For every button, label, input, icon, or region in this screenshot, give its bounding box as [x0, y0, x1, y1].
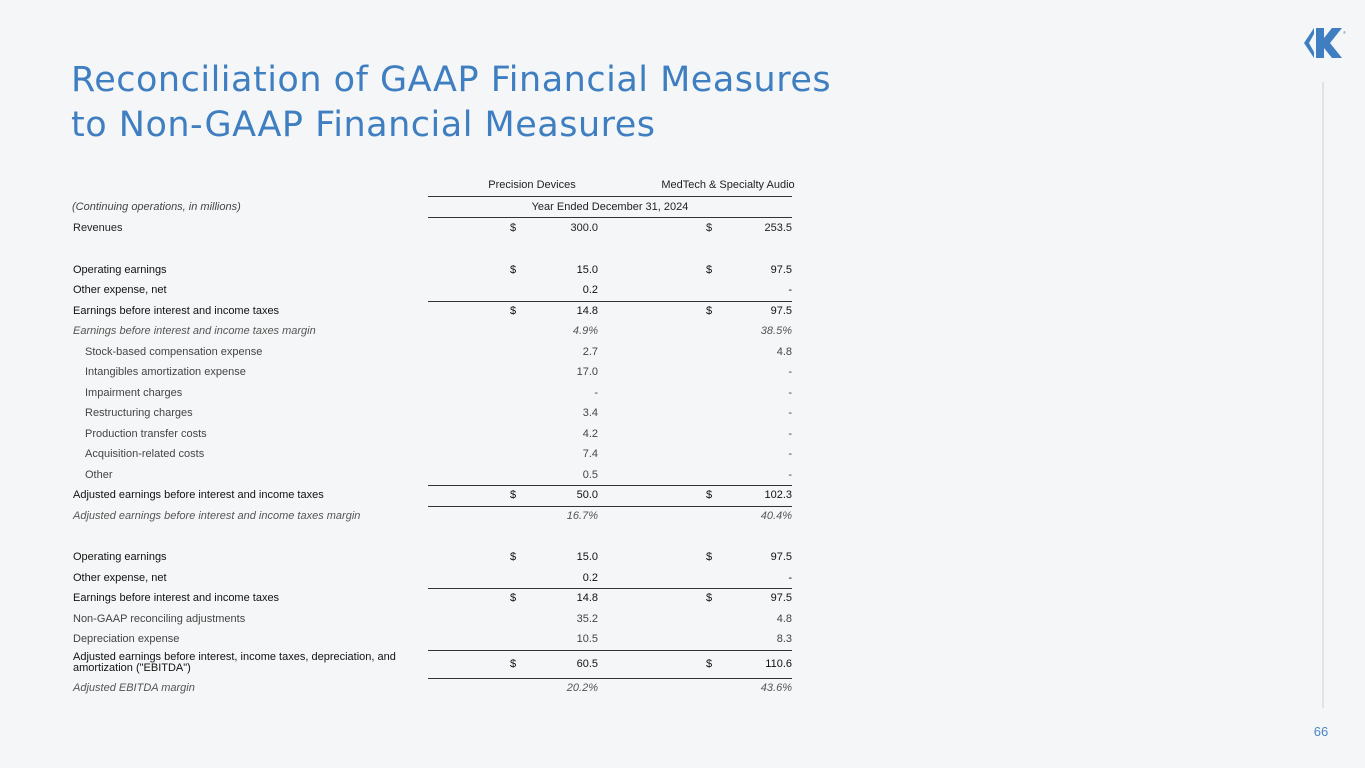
table-row — [70, 629, 795, 650]
column-headers — [70, 176, 795, 196]
row-label: Adjusted earnings before interest and income taxes — [73, 489, 324, 501]
medtech-value: 43.6% — [760, 681, 792, 694]
medtech-value: 97.5 — [770, 592, 792, 604]
svg-text:®: ® — [1343, 30, 1346, 35]
column-header-medtech: MedTech & Specialty Audio — [661, 179, 795, 191]
table-row — [70, 678, 795, 699]
medtech-value: 110.6 — [765, 657, 792, 670]
table-row — [70, 424, 795, 445]
row-label: Intangibles amortization expense — [85, 366, 246, 378]
precision-devices-value: 4.2 — [582, 427, 598, 440]
row-label: Impairment charges — [85, 386, 183, 399]
table-row — [70, 547, 795, 568]
row-label: Restructuring charges — [85, 407, 193, 419]
table-row — [70, 280, 795, 301]
row-label: Acquisition-related costs — [85, 448, 205, 460]
table-row — [70, 321, 795, 342]
medtech-value: 40.4% — [760, 509, 792, 522]
row-label: Stock-based compensation expense — [85, 345, 263, 358]
row-label: Adjusted EBITDA margin — [73, 681, 195, 694]
medtech-value: - — [788, 468, 792, 481]
side-divider — [1322, 82, 1324, 708]
precision-devices-value: 300.0 — [570, 222, 598, 234]
row-label: Earnings before interest and income taxes — [73, 592, 280, 604]
table-row — [70, 403, 795, 424]
precision-devices-value: 4.9% — [572, 325, 598, 337]
precision-devices-value: 2.7 — [582, 345, 598, 358]
currency-symbol: $ — [706, 263, 713, 276]
currency-symbol: $ — [706, 489, 713, 501]
column-header-precision-devices: Precision Devices — [488, 179, 576, 191]
spacer-row — [70, 239, 795, 260]
table-row — [70, 506, 795, 527]
precision-devices-value: 16.7% — [566, 509, 598, 522]
row-label: Other expense, net — [73, 571, 167, 584]
table-row — [70, 301, 795, 322]
precision-devices-value: 15.0 — [576, 551, 598, 563]
medtech-value: 4.8 — [776, 612, 792, 625]
precision-devices-value: 17.0 — [576, 366, 598, 378]
table-row — [70, 485, 795, 506]
currency-symbol: $ — [706, 222, 713, 234]
precision-devices-value: 0.2 — [582, 571, 598, 584]
medtech-value: 38.5% — [760, 325, 792, 337]
medtech-value: - — [788, 427, 792, 440]
precision-devices-value: 60.5 — [576, 657, 598, 670]
table-row — [70, 650, 795, 678]
currency-symbol: $ — [706, 551, 713, 563]
table-row — [70, 383, 795, 404]
precision-devices-value: 35.2 — [576, 612, 598, 625]
precision-devices-value: 15.0 — [576, 263, 598, 276]
precision-devices-value: 0.2 — [582, 284, 598, 296]
medtech-value: 97.5 — [770, 304, 792, 317]
precision-devices-value: 3.4 — [582, 407, 598, 419]
currency-symbol: $ — [510, 657, 517, 670]
precision-devices-value: 0.5 — [582, 468, 598, 481]
page-number: 66 — [1313, 724, 1329, 739]
currency-symbol: $ — [510, 222, 517, 234]
period-header — [70, 196, 795, 218]
precision-devices-value: - — [594, 386, 598, 399]
precision-devices-value: 14.8 — [576, 592, 598, 604]
medtech-value: 253.5 — [764, 222, 792, 234]
currency-symbol: $ — [510, 551, 517, 563]
precision-devices-value: 50.0 — [576, 489, 598, 501]
row-label: Adjusted earnings before interest and income taxes margin — [73, 509, 361, 522]
row-label: Other expense, net — [73, 284, 167, 296]
currency-symbol: $ — [510, 304, 517, 317]
title-line-2: to Non-GAAP Financial Measures — [71, 105, 656, 145]
row-label: Adjusted earnings before interest, income taxes, depreciation, and amortization ("EBITDA") — [73, 650, 396, 674]
row-label: Non-GAAP reconciling adjustments — [73, 612, 246, 625]
table-row — [70, 609, 795, 630]
table-row — [70, 218, 795, 239]
row-label: Depreciation expense — [73, 633, 180, 645]
currency-symbol: $ — [510, 263, 517, 276]
row-label: Earnings before interest and income taxes margin — [73, 325, 316, 337]
spacer-row — [70, 526, 795, 547]
row-label: Operating earnings — [73, 551, 167, 563]
medtech-value: - — [788, 366, 792, 378]
row-label: Operating earnings — [73, 263, 167, 276]
table-row — [70, 444, 795, 465]
medtech-value: 97.5 — [770, 551, 792, 563]
currency-symbol: $ — [706, 592, 713, 604]
precision-devices-value: 20.2% — [566, 681, 598, 694]
table-row — [70, 465, 795, 486]
double-chevron-left-logo-icon — [1302, 26, 1346, 60]
table-row — [70, 588, 795, 609]
precision-devices-value: 10.5 — [576, 633, 598, 645]
reconciliation-table — [70, 176, 795, 698]
currency-symbol: $ — [706, 657, 713, 670]
medtech-value: - — [788, 407, 792, 419]
period-label: Year Ended December 31, 2024 — [531, 201, 689, 213]
row-label: Earnings before interest and income taxes — [73, 304, 280, 317]
row-label: Revenues — [73, 222, 123, 234]
medtech-value: 4.8 — [776, 345, 792, 358]
currency-symbol: $ — [706, 304, 713, 317]
currency-symbol: $ — [510, 489, 517, 501]
page-title — [71, 58, 831, 148]
medtech-value: - — [788, 571, 792, 584]
medtech-value: - — [788, 386, 792, 399]
title-line-1: Reconciliation of GAAP Financial Measures — [71, 60, 832, 100]
medtech-value: - — [788, 284, 792, 296]
medtech-value: - — [788, 448, 792, 460]
table-row — [70, 568, 795, 589]
precision-devices-value: 14.8 — [576, 304, 598, 317]
medtech-value: 97.5 — [770, 263, 792, 276]
precision-devices-value: 7.4 — [582, 448, 598, 460]
medtech-value: 8.3 — [776, 633, 792, 645]
table-row — [70, 342, 795, 363]
currency-symbol: $ — [510, 592, 517, 604]
table-row — [70, 260, 795, 281]
row-label: Other — [85, 468, 113, 481]
table-row — [70, 362, 795, 383]
units-note: (Continuing operations, in millions) — [72, 201, 241, 213]
medtech-value: 102.3 — [764, 489, 792, 501]
row-label: Production transfer costs — [85, 427, 207, 440]
